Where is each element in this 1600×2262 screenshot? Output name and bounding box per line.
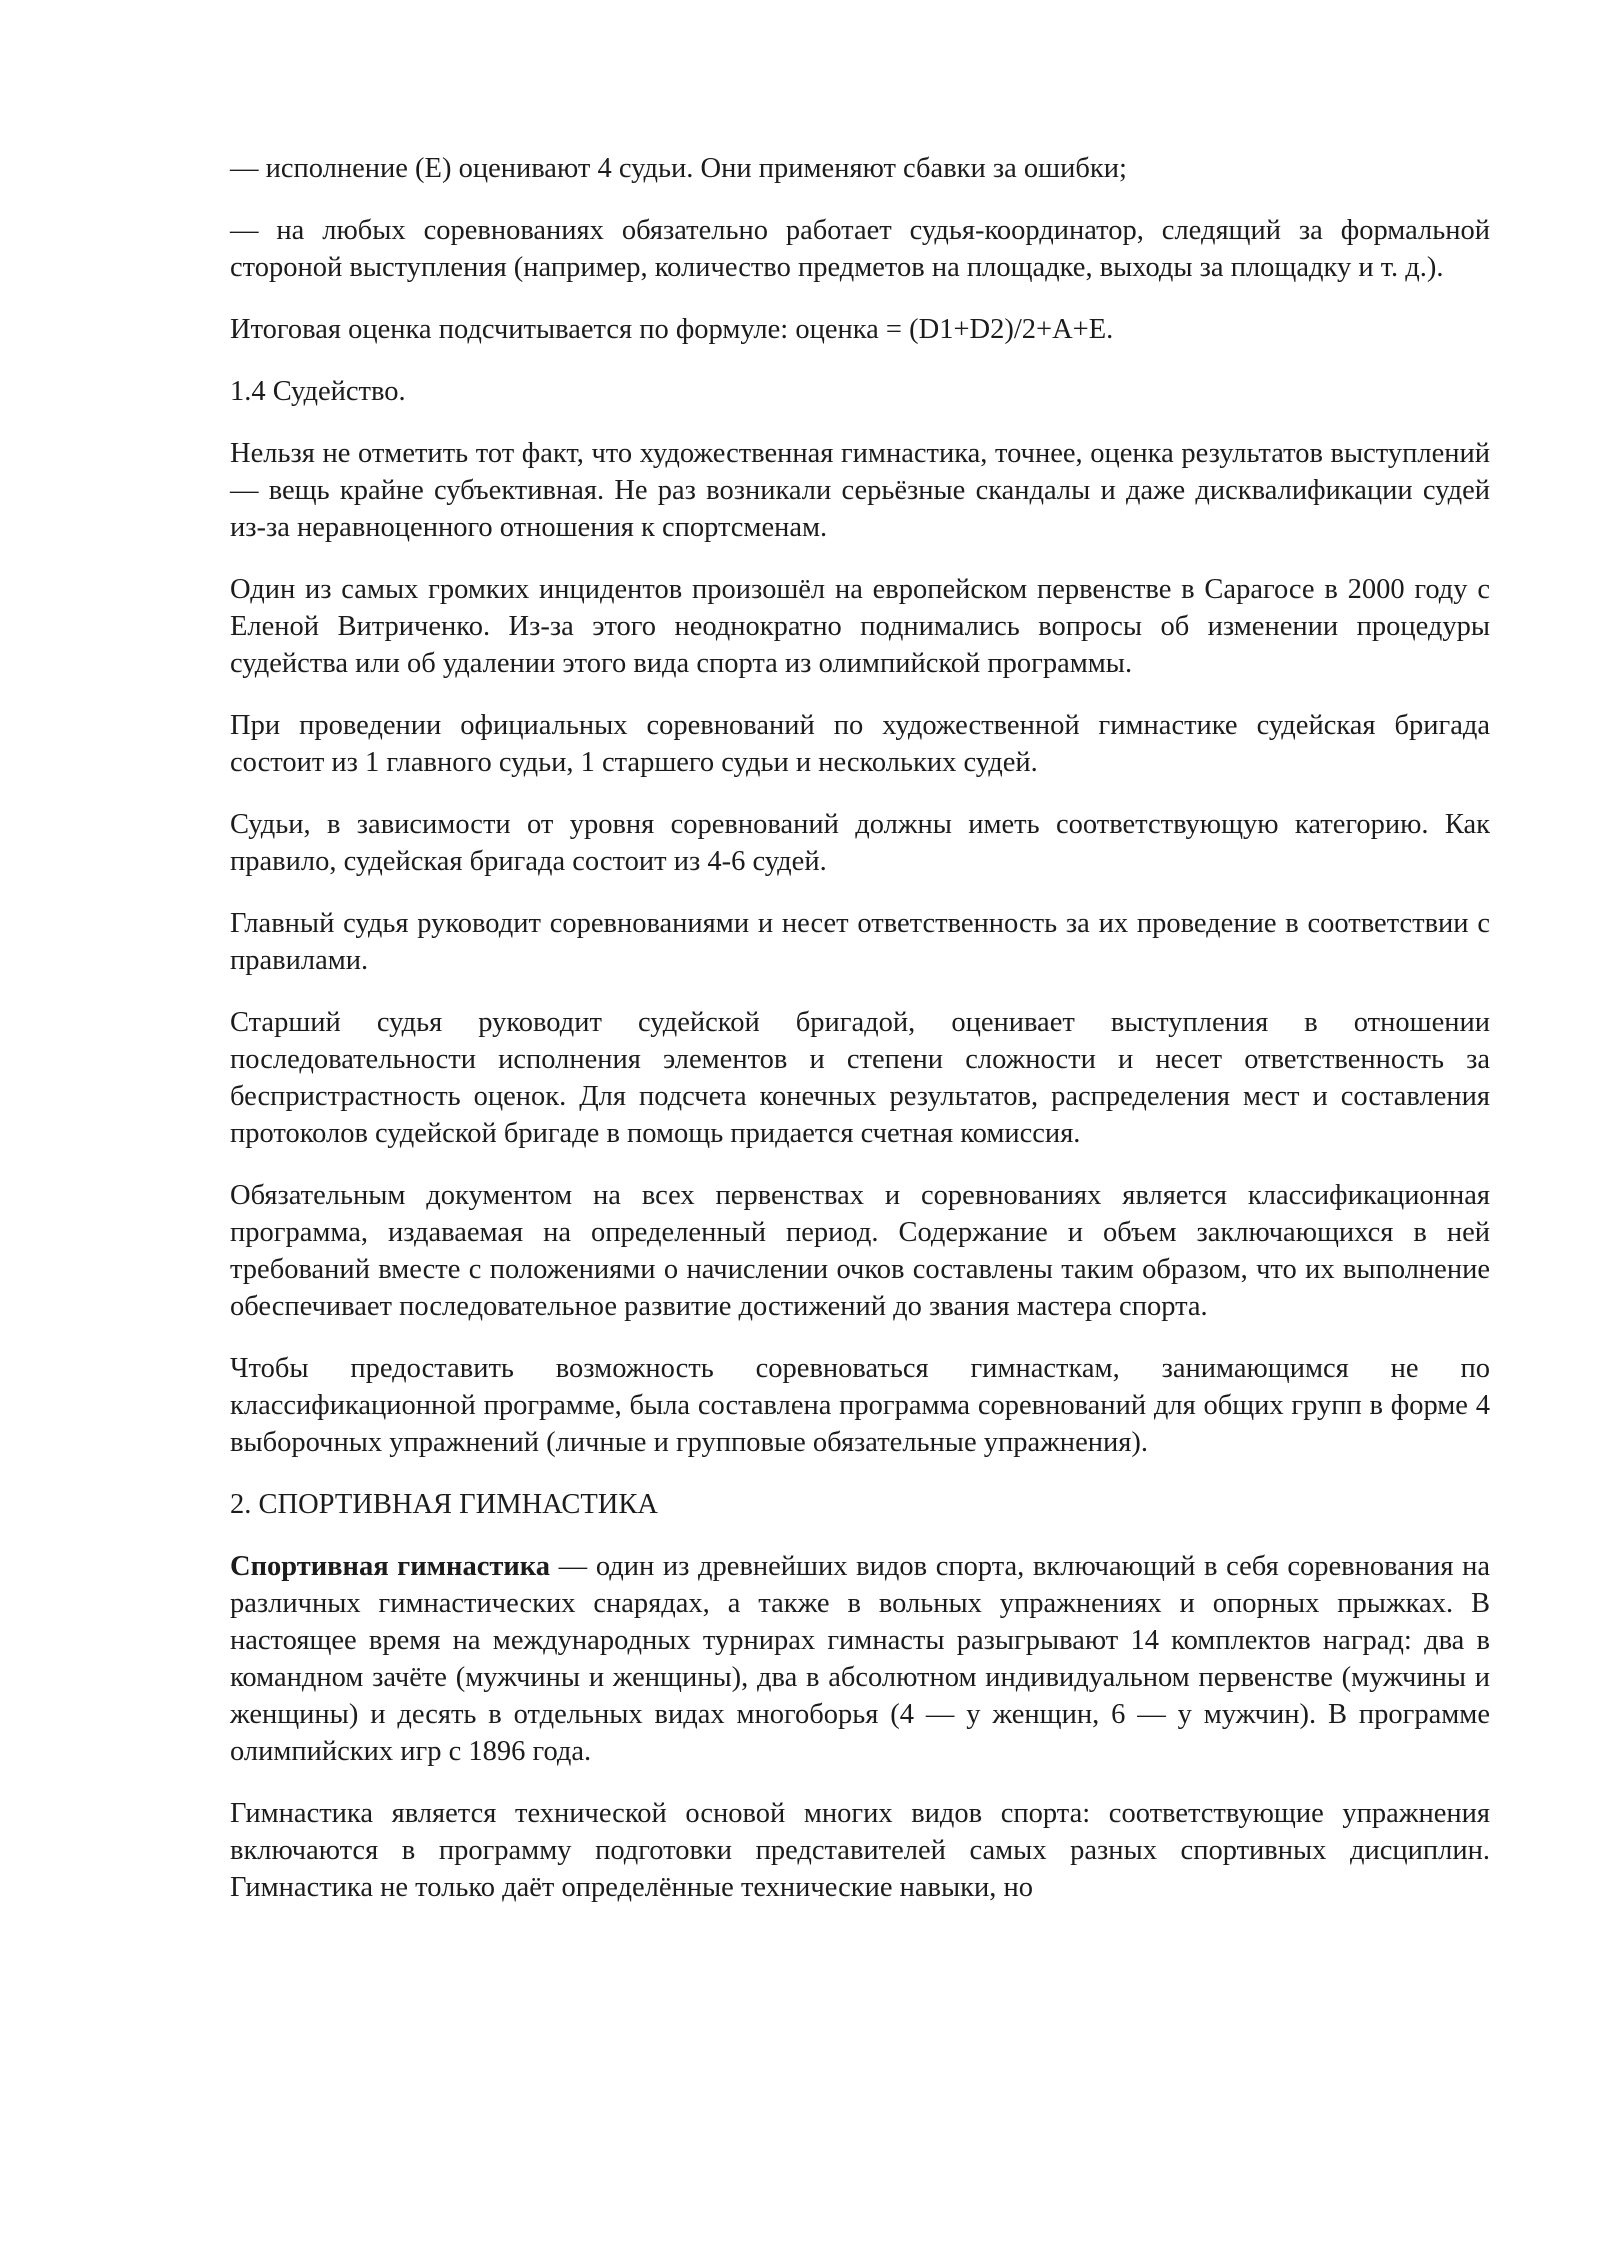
paragraph-senior-judge: Старший судья руководит судейской бригадой, оценивает выступления в отношении последовательности исполнения элементов и степени сложности и несет ответственность за беспристрастность оценок. Для подсчета конечных результатов, распределения мест и составления протоколов судейской бригаде в помощь придается счетная комиссия. — [230, 1007, 1490, 1149]
paragraph-definition — [230, 1548, 1490, 1770]
section-heading-judging: 1.4 Судейство. — [230, 376, 406, 407]
paragraph-general-groups: Чтобы предоставить возможность соревноваться гимнасткам, занимающимся не по классификационной программе, была составлена программа соревнований для общих групп в форме 4 выборочных упражнений (личные и групповые обязательные упражнения). — [230, 1353, 1490, 1458]
paragraph-judging-panel: При проведении официальных соревнований по художественной гимнастике судейская бригада состоит из 1 главного судьи, 1 старшего судьи и нескольких судей. — [230, 710, 1490, 778]
definition-term: Спортивная гимнастика — [230, 1551, 551, 1582]
paragraph-subjectivity: Нельзя не отметить тот факт, что художественная гимнастика, точнее, оценка результатов выступлений — вещь крайне субъективная. Не раз возникали серьёзные скандалы и даже дисквалификации судей из-за неравноценного отношения к спортсменам. — [230, 438, 1490, 543]
paragraph-classification-program: Обязательным документом на всех первенствах и соревнованиях является классификационная программа, издаваемая на определенный период. Содержание и объем заключающихся в ней требований вместе с положениями о начислении очков составлены таким образом, что их выполнение обеспечивает последовательное развитие достижений до звания мастера спорта. — [230, 1180, 1490, 1322]
paragraph-score-formula: Итоговая оценка подсчитывается по формуле: оценка = (D1+D2)/2+A+E. — [230, 314, 1114, 345]
section-heading-artistic-gymnastics: 2. СПОРТИВНАЯ ГИМНАСТИКА — [230, 1489, 658, 1520]
paragraph-execution-judges: — исполнение (E) оценивают 4 судьи. Они применяют сбавки за ошибки; — [230, 153, 1127, 184]
document-body — [230, 150, 1490, 1931]
paragraph-incident: Один из самых громких инцидентов произошёл на европейском первенстве в Сарагосе в 2000 году с Еленой Витриченко. Из-за этого неоднократно поднимались вопросы об изменении процедуры судейства или об удалении этого вида спорта из олимпийской программы. — [230, 574, 1490, 679]
paragraph-chief-judge: Главный судья руководит соревнованиями и несет ответственность за их проведение в соответствии с правилами. — [230, 908, 1490, 976]
definition-text: — один из древнейших видов спорта, включающий в себя соревнования на различных гимнастических снарядах, а также в вольных упражнениях и опорных прыжках. В настоящее время на международных турнирах гимнасты разыгрывают 14 комплектов наград: два в командном зачёте (мужчины и женщины), два в абсолютном индивидуальном первенстве (мужчины и женщины) и десять в отдельных видах многоборья (4 — у женщин, 6 — у мужчин). В программе олимпийских игр с 1896 года. — [230, 1551, 1490, 1767]
paragraph-gymnastics-basis: Гимнастика является технической основой многих видов спорта: соответствующие упражнения включаются в программу подготовки представителей самых разных спортивных дисциплин. Гимнастика не только даёт определённые технические навыки, но — [230, 1798, 1490, 1903]
paragraph-coordinator-judge: — на любых соревнованиях обязательно работает судья-координатор, следящий за формальной стороной выступления (например, количество предметов на площадке, выходы за площадку и т. д.). — [230, 215, 1490, 283]
paragraph-judge-category: Судьи, в зависимости от уровня соревнований должны иметь соответствующую категорию. Как правило, судейская бригада состоит из 4-6 судей. — [230, 809, 1490, 877]
